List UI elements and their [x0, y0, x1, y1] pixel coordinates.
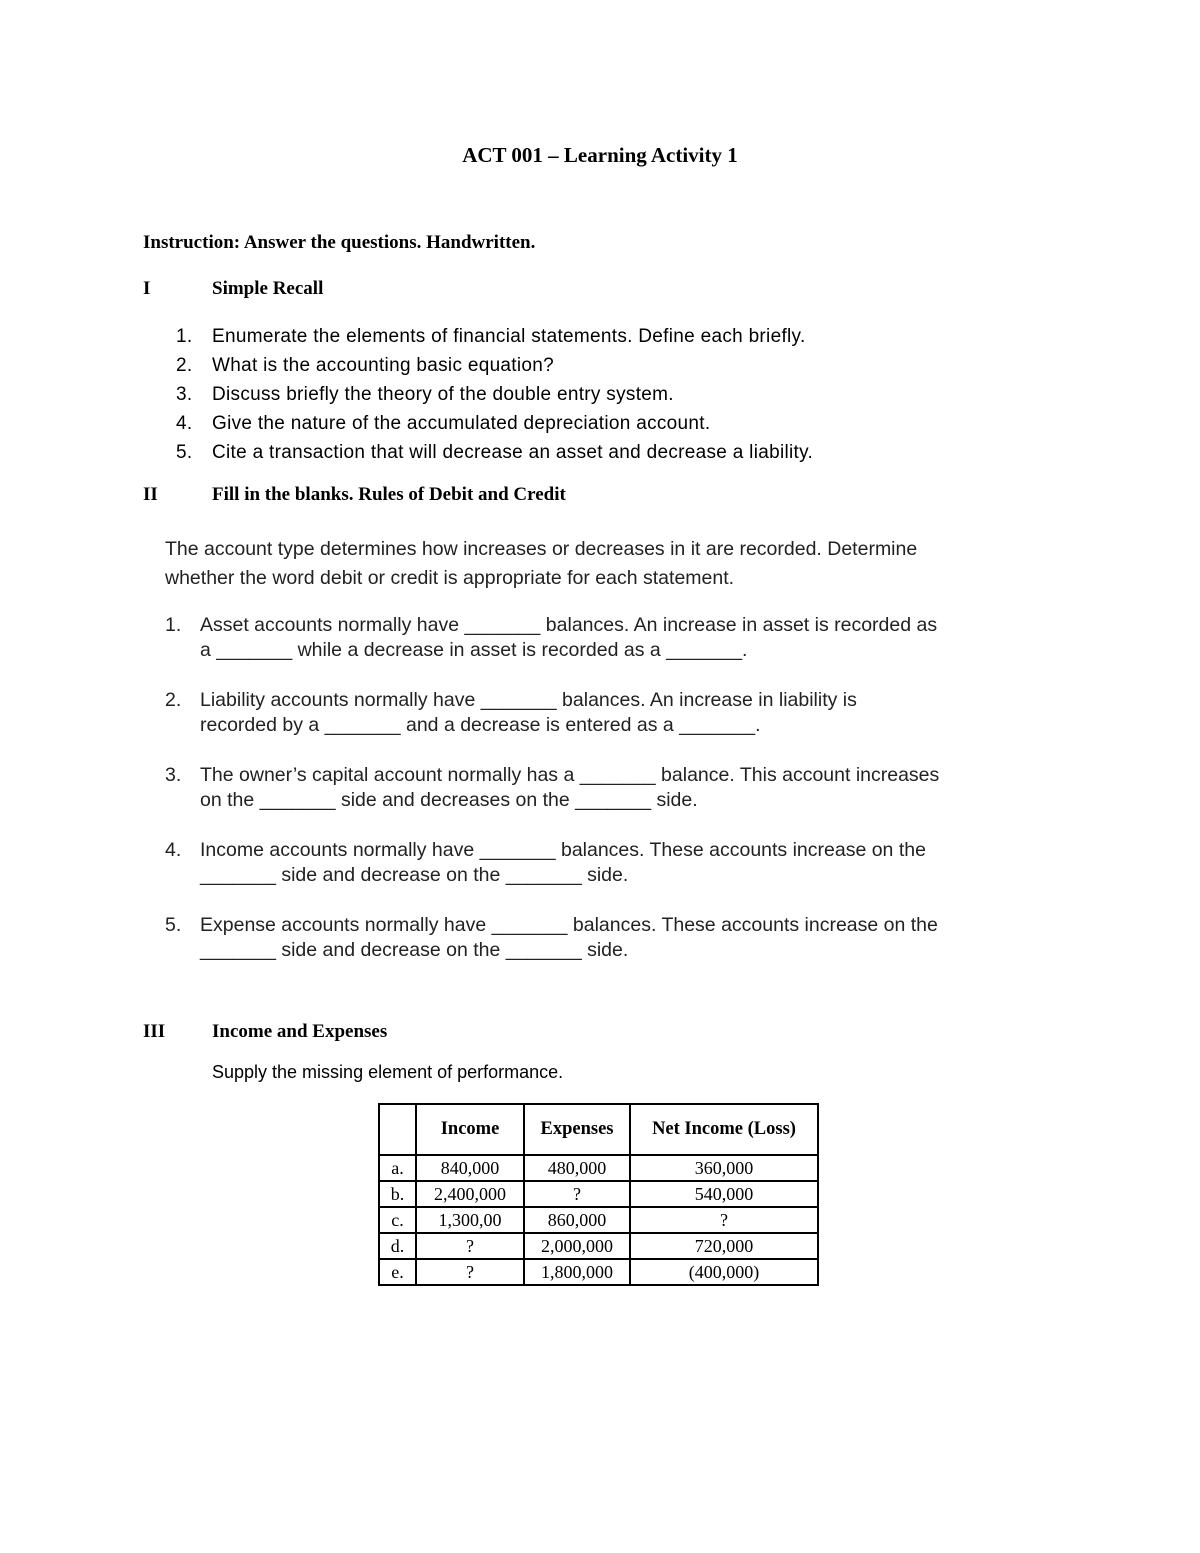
- header-cell: Expenses: [524, 1104, 630, 1155]
- table-cell: 360,000: [630, 1155, 818, 1181]
- table-cell: 840,000: [416, 1155, 524, 1181]
- fill-blank-item: [165, 838, 975, 888]
- item-line: The owner’s capital account normally has a _______ balance. This account increases: [200, 764, 940, 786]
- table-cell: ?: [630, 1207, 818, 1233]
- item-number: 1.: [176, 326, 193, 347]
- table-header-row: [379, 1104, 818, 1155]
- section-1-title: Simple Recall: [212, 278, 324, 299]
- item-line: recorded by a _______ and a decrease is entered as a _______.: [200, 714, 761, 736]
- item-text: Give the nature of the accumulated depreciation account.: [212, 413, 711, 434]
- exercise-intro: [165, 535, 975, 593]
- table-cell: 2,000,000: [524, 1233, 630, 1259]
- item-line: Income accounts normally have _______ balances. These accounts increase on the: [200, 839, 926, 861]
- table-cell: 1,800,000: [524, 1259, 630, 1285]
- table-cell: 540,000: [630, 1181, 818, 1207]
- scanned-exercise: [165, 535, 975, 988]
- item-number: 2.: [176, 355, 193, 376]
- table-cell: ?: [524, 1181, 630, 1207]
- section-2-title: Fill in the blanks. Rules of Debit and Credit: [212, 484, 566, 505]
- table-cell: ?: [416, 1233, 524, 1259]
- section-3-instruction: Supply the missing element of performance.: [212, 1062, 564, 1082]
- item-line: on the _______ side and decreases on the _______ side.: [200, 789, 698, 811]
- fill-blank-item: [165, 613, 975, 663]
- fill-blank-item: [165, 913, 975, 963]
- header-cell: [379, 1104, 416, 1155]
- item-number: 4.: [165, 839, 182, 861]
- item-text: Enumerate the elements of financial statements. Define each briefly.: [212, 326, 806, 347]
- table-cell: 2,400,000: [416, 1181, 524, 1207]
- fill-blank-item: [165, 688, 975, 738]
- header-cell: Income: [416, 1104, 524, 1155]
- table-row: [379, 1207, 818, 1233]
- table-cell: (400,000): [630, 1259, 818, 1285]
- table-row: [379, 1233, 818, 1259]
- table-cell: e.: [379, 1259, 416, 1285]
- intro-line: whether the word debit or credit is appropriate for each statement.: [165, 567, 735, 589]
- page-title: ACT 001 – Learning Activity 1: [462, 143, 738, 167]
- item-number: 3.: [165, 764, 182, 786]
- table-cell: 480,000: [524, 1155, 630, 1181]
- header-cell: Net Income (Loss): [630, 1104, 818, 1155]
- item-line: Expense accounts normally have _______ balances. These accounts increase on the: [200, 914, 938, 936]
- table-cell: a.: [379, 1155, 416, 1181]
- item-number: 5.: [176, 442, 193, 463]
- item-number: 5.: [165, 914, 182, 936]
- table-cell: b.: [379, 1181, 416, 1207]
- table-cell: 720,000: [630, 1233, 818, 1259]
- table-cell: 860,000: [524, 1207, 630, 1233]
- section-3-title: Income and Expenses: [212, 1021, 388, 1042]
- table-row: [379, 1259, 818, 1285]
- table-row: [379, 1181, 818, 1207]
- item-number: 3.: [176, 384, 193, 405]
- item-number: 4.: [176, 413, 193, 434]
- section-1-number: I: [143, 278, 151, 299]
- item-text: What is the accounting basic equation?: [212, 355, 554, 376]
- item-line: Liability accounts normally have _______ balances. An increase in liability is: [200, 689, 857, 711]
- item-line: a _______ while a decrease in asset is recorded as a _______.: [200, 639, 748, 661]
- item-line: Asset accounts normally have _______ balances. An increase in asset is recorded as: [200, 614, 938, 636]
- item-text: Cite a transaction that will decrease an asset and decrease a liability.: [212, 442, 814, 463]
- section-2-number: II: [143, 484, 158, 505]
- table-cell: c.: [379, 1207, 416, 1233]
- performance-table: [378, 1103, 819, 1286]
- instruction-text: Instruction: Answer the questions. Handwritten.: [143, 232, 536, 253]
- fill-blank-item: [165, 763, 975, 813]
- section-3-number: III: [143, 1021, 166, 1042]
- table-row: [379, 1155, 818, 1181]
- table-cell: d.: [379, 1233, 416, 1259]
- table-cell: ?: [416, 1259, 524, 1285]
- item-line: _______ side and decrease on the _______ side.: [200, 939, 629, 961]
- item-text: Discuss briefly the theory of the double entry system.: [212, 384, 674, 405]
- item-number: 2.: [165, 689, 182, 711]
- item-number: 1.: [165, 614, 182, 636]
- item-line: _______ side and decrease on the _______ side.: [200, 864, 629, 886]
- intro-line: The account type determines how increases or decreases in it are recorded. Determine: [165, 538, 918, 560]
- table-cell: 1,300,00: [416, 1207, 524, 1233]
